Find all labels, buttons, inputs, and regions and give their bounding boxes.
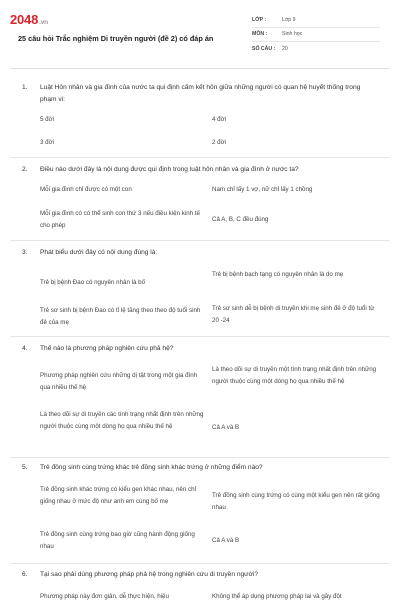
question-text: Thế nào là phương pháp nghiên cứu phả hệ? — [40, 345, 174, 352]
option-d[interactable]: Trẻ sơ sinh dễ bị bệnh di truyền khi mẹ sinh đẻ ở độ tuổi từ 20 -24 — [212, 305, 375, 324]
meta-row-subject — [252, 28, 380, 43]
option-a[interactable]: Phương pháp này đơn giản, dễ thực hiện, hiệu — [40, 593, 169, 600]
option-c[interactable]: Mỗi gia đình có có thể sinh con thứ 3 nếu điều kiện kinh tế cho phép — [40, 210, 200, 229]
question-divider — [10, 336, 390, 337]
option-c[interactable]: Trẻ đồng sinh cùng trứng bao giờ cũng hành động giống nhau — [40, 531, 195, 550]
document-title: 25 câu hỏi Trắc nghiệm Di truyền người (đề 2) có đáp án — [18, 34, 214, 43]
meta-value: Lớp 9 — [282, 16, 296, 23]
question-text: Luật Hôn nhân và gia đình của nước ta qui định cấm kết hôn giữa những người có quan hệ huyết thống trong phạm vi: — [40, 84, 361, 103]
question-1 — [0, 82, 400, 146]
question-number: 4. — [22, 345, 28, 352]
option-b[interactable]: Không thể áp dụng phương pháp lai và gây đột — [212, 593, 342, 600]
option-a[interactable]: Phương pháp nghiên cứu những dị tật trong một gia đình qua nhiều thế hệ — [40, 372, 198, 391]
question-number: 1. — [22, 84, 28, 91]
meta-row-count — [252, 42, 380, 56]
option-b[interactable]: 4 đời — [212, 116, 227, 123]
option-b[interactable]: Trẻ đồng sinh cùng trứng có cùng một kiểu gen nên rất giống nhau — [212, 492, 380, 511]
site-logo[interactable] — [10, 12, 48, 27]
logo-suffix: .vn — [39, 19, 48, 26]
question-text: Tại sao phải dùng phương pháp phả hệ trong nghiên cứu di truyền người? — [40, 571, 259, 578]
meta-key: LỚP : — [252, 16, 267, 23]
document-meta — [252, 13, 380, 56]
header-divider — [10, 68, 390, 69]
option-a[interactable]: Mỗi gia đình chỉ được có một con — [40, 186, 132, 193]
option-b[interactable]: Nam chỉ lấy 1 vợ, nữ chỉ lấy 1 chồng — [212, 186, 313, 193]
question-number: 3. — [22, 249, 28, 256]
option-a[interactable]: Trẻ bị bệnh Đao có nguyên nhân là bố — [40, 279, 146, 286]
meta-value: 20 — [282, 45, 288, 52]
meta-value: Sinh học — [282, 31, 303, 38]
option-a[interactable]: Trẻ đồng sinh khác trứng có kiểu gen khác nhau, nên chỉ giống nhau ở mức độ như anh em cùng bố mẹ — [40, 486, 196, 505]
option-c[interactable]: Là theo dõi sự di truyền các tính trạng nhất định trên những người thuộc cùng một dòng họ qua nhiều thế hệ — [40, 411, 204, 430]
option-d[interactable]: Cả A và B — [212, 537, 240, 544]
option-d[interactable]: Cả A, B, C đều đúng — [212, 216, 269, 223]
question-text: Trẻ đồng sinh cùng trứng khác trẻ đồng sinh khác trứng ở những điểm nào? — [40, 464, 263, 471]
question-divider — [10, 563, 390, 564]
option-c[interactable]: Trẻ sơ sinh bị bệnh Đao có tỉ lệ tăng theo theo độ tuổi sinh đẻ của mẹ — [40, 307, 201, 326]
document-header — [0, 0, 400, 68]
question-number: 6. — [22, 571, 28, 578]
question-divider — [10, 240, 390, 241]
question-number: 5. — [22, 464, 28, 471]
question-text: Điều nào dưới đây là nội dung được qui định trong luật hôn nhân và gia đình ở nước ta? — [40, 166, 299, 173]
logo-text: 2048 — [10, 12, 39, 27]
meta-key: MÔN : — [252, 31, 268, 38]
question-divider — [10, 157, 390, 158]
option-b[interactable]: Là theo dõi sự di truyền một tính trạng nhất định trên những người thuộc cùng một dòng họ qua nhiều thế hệ — [212, 366, 377, 385]
option-b[interactable]: Trẻ bị bệnh bạch tạng có nguyên nhân là do mẹ — [212, 271, 344, 278]
meta-row-class — [252, 13, 380, 28]
option-d[interactable]: 2 đời — [212, 139, 227, 146]
option-a[interactable]: 5 đời — [40, 116, 55, 123]
meta-key: SỐ CÂU : — [252, 45, 276, 52]
question-divider — [10, 457, 390, 458]
question-number: 2. — [22, 166, 28, 173]
option-d[interactable]: Cả A và B — [212, 424, 240, 431]
option-c[interactable]: 3 đời — [40, 139, 55, 146]
question-text: Phát biểu dưới đây có nội dung đúng là: — [40, 249, 158, 256]
